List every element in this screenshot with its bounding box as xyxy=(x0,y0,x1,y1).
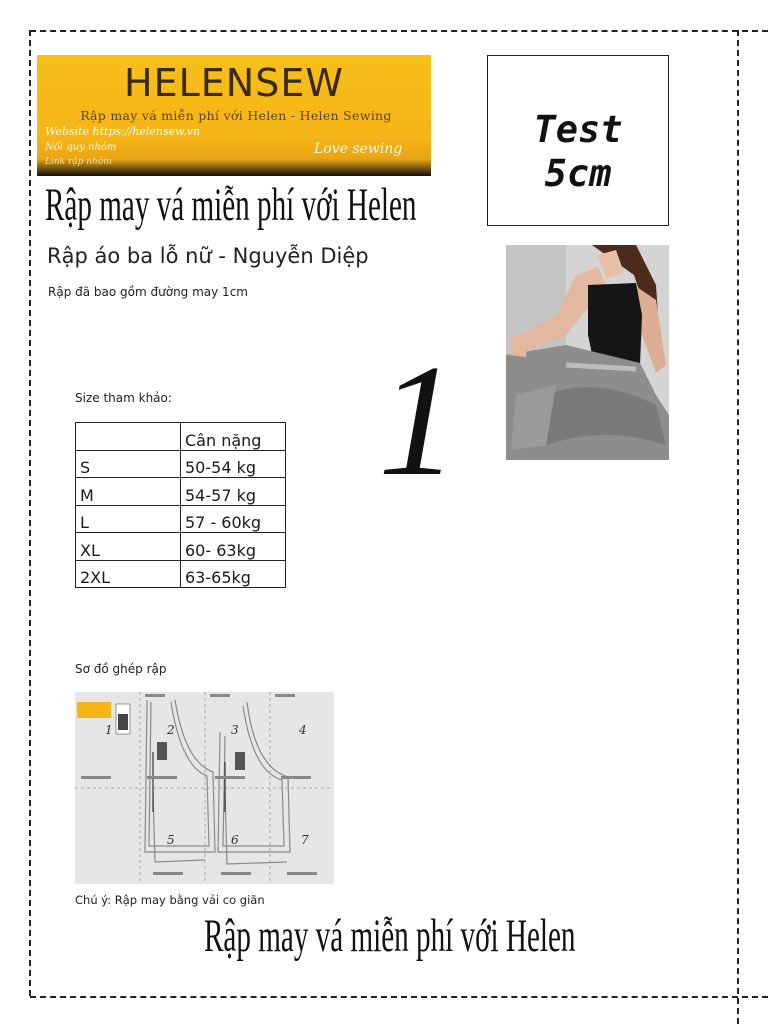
table-row xyxy=(76,560,286,588)
table-cell: Cân nặng xyxy=(181,423,286,451)
cut-line-right xyxy=(737,30,739,1024)
banner-website: Website https://helensew.vn xyxy=(45,125,201,138)
test-scale-box xyxy=(487,55,669,226)
cut-line-left xyxy=(29,30,31,996)
piece-number: 3 xyxy=(231,723,239,737)
banner-group-link: Link rập nhóm xyxy=(45,157,112,167)
piece-number: 6 xyxy=(231,833,239,847)
table-cell: 2XL xyxy=(76,560,181,588)
table-cell: 57 - 60kg xyxy=(181,505,286,533)
pattern-layout-label: Sơ đồ ghép rập xyxy=(75,662,167,676)
seam-allowance-note: Rập đã bao gồm đường may 1cm xyxy=(48,285,248,299)
test-box-line1: Test xyxy=(533,108,623,151)
table-cell: XL xyxy=(76,533,181,561)
pattern-subtitle: Rập áo ba lỗ nữ - Nguyễn Diệp xyxy=(47,244,369,268)
banner-group-rules: Nối quy nhóm xyxy=(45,142,117,153)
test-box-line2: 5cm xyxy=(544,152,612,195)
page-title: Rập may vá miễn phí với Helen xyxy=(45,179,417,231)
piece-number: 7 xyxy=(301,833,309,847)
table-cell: 63-65kg xyxy=(181,560,286,588)
product-photo xyxy=(506,245,669,460)
size-reference-label: Size tham khảo: xyxy=(75,391,172,405)
footer-title: Rập may vá miễn phí với Helen xyxy=(204,910,576,962)
table-row xyxy=(76,450,286,478)
banner-love-sewing: Love sewing xyxy=(314,141,403,157)
table-cell xyxy=(76,423,181,451)
piece-number: 4 xyxy=(299,723,307,737)
page-number: 1 xyxy=(378,331,458,509)
piece-number: 2 xyxy=(167,723,175,737)
brand-name: HELENSEW xyxy=(124,61,344,105)
piece-number: 5 xyxy=(167,833,175,847)
table-cell: L xyxy=(76,505,181,533)
table-cell: 50-54 kg xyxy=(181,450,286,478)
table-cell: S xyxy=(76,450,181,478)
table-cell: 54-57 kg xyxy=(181,478,286,506)
cut-line-top xyxy=(30,30,768,32)
table-row xyxy=(76,533,286,561)
helensew-banner xyxy=(37,55,431,176)
cut-line-bottom xyxy=(30,996,768,998)
pattern-layout-diagram xyxy=(75,692,334,884)
fabric-note: Chú ý: Rập may bằng vải co giãn xyxy=(75,893,265,907)
size-table xyxy=(75,422,286,588)
banner-tagline: Rập may vá miễn phí với Helen - Helen Sewing xyxy=(80,108,392,123)
piece-number: 1 xyxy=(105,723,113,737)
table-cell: M xyxy=(76,478,181,506)
table-row xyxy=(76,505,286,533)
table-header-row xyxy=(76,423,286,451)
table-row xyxy=(76,478,286,506)
table-cell: 60- 63kg xyxy=(181,533,286,561)
